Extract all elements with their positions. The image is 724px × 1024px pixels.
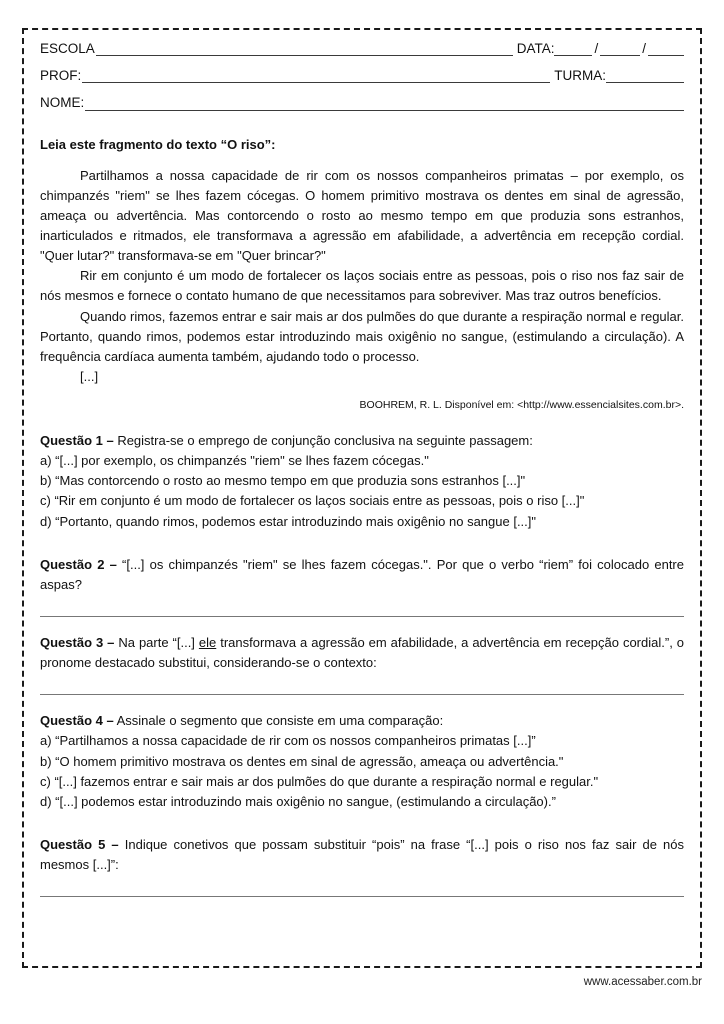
- question-3-text-before: Na parte “[...]: [114, 635, 199, 651]
- question-3-highlighted-pronoun: ele: [198, 635, 217, 651]
- question-4-block: [40, 711, 684, 812]
- data-slash-2: /: [642, 41, 646, 56]
- data-year-input-line[interactable]: [648, 42, 684, 56]
- question-5-prompt: [40, 835, 684, 875]
- question-5-block: [40, 835, 684, 897]
- data-month-input-line[interactable]: [600, 42, 640, 56]
- data-slash-1: /: [594, 41, 599, 56]
- footer-website-url: www.acessaber.com.br: [583, 976, 702, 988]
- escola-label: ESCOLA: [40, 41, 95, 56]
- passage-paragraph-2: Rir em conjunto é um modo de fortalecer os laços sociais entre as pessoas, pois o riso nos faz sair de nós mesmos e fornece o contato humano de que necessitamos para sobreviver. Mas traz outros benefícios.: [40, 268, 684, 304]
- worksheet-page: [22, 28, 702, 968]
- escola-input-line[interactable]: [96, 42, 513, 56]
- student-identification-block: [40, 42, 684, 111]
- question-3-text-after: transformava a agressão em afabilidade, a advertência em recepção cordial.”, o pronome destacado substitui, considerando-se o contexto:: [40, 635, 684, 671]
- passage-paragraph-3: Quando rimos, fazemos entrar e sair mais ar dos pulmões do que durante a respiração normal e regular. Portanto, quando rimos, podemos estar introduzindo mais oxigênio no sangue, (estimulando a circulação). A frequência cardíaca aumenta também, ajudando todo o processo.: [40, 308, 684, 364]
- question-2-heading: Questão 2 –: [40, 556, 117, 572]
- data-day-input-line[interactable]: [554, 42, 592, 56]
- question-1-block: [40, 431, 684, 532]
- question-4-text: Assinale o segmento que consiste em uma comparação:: [113, 713, 444, 729]
- question-1-heading: Questão 1 –: [40, 433, 114, 449]
- question-1-option-b[interactable]: b) “Mas contorcendo o rosto ao mesmo tempo em que produzia sons estranhos [...]": [40, 473, 526, 489]
- nome-row: [40, 96, 684, 110]
- prof-label: PROF:: [40, 68, 82, 84]
- question-2-prompt: [40, 555, 684, 595]
- turma-input-line[interactable]: [606, 69, 684, 83]
- data-label: DATA:: [516, 41, 555, 56]
- question-4-prompt: [40, 711, 684, 731]
- question-1-text: Registra-se o emprego de conjunção conclusiva na seguinte passagem:: [113, 433, 533, 449]
- escola-data-row: [40, 42, 684, 56]
- question-3-answer-line[interactable]: [40, 694, 684, 695]
- question-3-prompt: [40, 633, 684, 673]
- prof-input-line[interactable]: [82, 69, 550, 83]
- question-5-text: Indique conetivos que possam substituir “pois” na frase “[...] pois o riso nos faz sair de nós mesmos [...]”:: [40, 837, 684, 873]
- question-4-option-b[interactable]: b) “O homem primitivo mostrava os dentes em sinal de agressão, ameaça ou advertência.": [40, 753, 564, 769]
- question-1-prompt: [40, 431, 684, 451]
- question-1-option-a[interactable]: a) “[...] por exemplo, os chimpanzés "riem" se lhes fazem cócegas.": [40, 453, 429, 469]
- passage-instruction: Leia este fragmento do texto “O riso”:: [40, 136, 276, 152]
- turma-label: TURMA:: [554, 68, 606, 84]
- question-3-heading: Questão 3 –: [40, 635, 115, 651]
- passage-ellipsis: [...]: [80, 368, 99, 384]
- question-1-option-c[interactable]: c) “Rir em conjunto é um modo de fortalecer os laços sociais entre as pessoas, pois o riso [...]": [40, 493, 585, 509]
- spacer-after-q1: [40, 545, 684, 555]
- question-4-option-a[interactable]: a) “Partilhamos a nossa capacidade de rir com os nossos companheiros primatas [...]”: [40, 733, 536, 749]
- passage-source-citation: BOOHREM, R. L. Disponível em: <http://www.essencialsites.com.br>.: [359, 399, 684, 412]
- question-3-block: [40, 633, 684, 695]
- nome-label: NOME:: [40, 95, 85, 111]
- question-4-option-c[interactable]: c) “[...] fazemos entrar e sair mais ar dos pulmões do que durante a respiração normal e regular.": [40, 773, 599, 789]
- question-2-answer-line[interactable]: [40, 616, 684, 617]
- question-5-heading: Questão 5 –: [40, 837, 119, 853]
- question-4-option-d[interactable]: d) “[...] podemos estar introduzindo mais oxigênio no sangue, (estimulando a circulação).”: [40, 793, 556, 809]
- question-4-heading: Questão 4 –: [40, 713, 114, 729]
- spacer-after-q4: [40, 825, 684, 835]
- passage-paragraph-1: Partilhamos a nossa capacidade de rir com os nossos companheiros primatas – por exemplo, os chimpanzés "riem" se lhes fazem cócegas. O homem primitivo mostrava os dentes em sinal de agressão, ameaça ou advertência. Mas contorcendo o rosto ao mesmo tempo em que produzia sons estranhos, inarticulados e ritmados, ele transformava a agressão em afabilidade, a advertência em recepção cordial. "Quer lutar?" transformava-se em "Quer brincar?": [40, 167, 684, 264]
- prof-turma-row: [40, 69, 684, 83]
- question-2-text: “[...] os chimpanzés "riem" se lhes fazem cócegas.". Por que o verbo “riem” foi colocado entre aspas?: [40, 556, 684, 592]
- nome-input-line[interactable]: [85, 97, 684, 111]
- question-2-block: [40, 555, 684, 617]
- question-5-answer-line[interactable]: [40, 896, 684, 897]
- question-1-option-d[interactable]: d) “Portanto, quando rimos, podemos estar introduzindo mais oxigênio no sangue [...]": [40, 513, 537, 529]
- worksheet-content: [24, 30, 700, 897]
